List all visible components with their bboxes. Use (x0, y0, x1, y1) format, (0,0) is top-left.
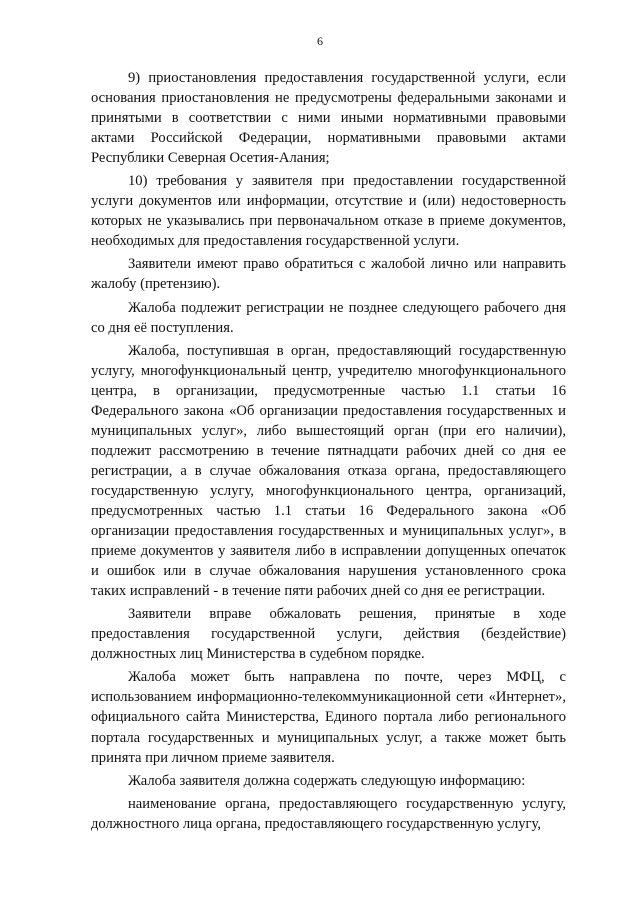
paragraph-complaint-channels: Жалоба может быть направлена по почте, через МФЦ, с использованием информационно-телекоммуникационной сети «Интернет», официального сайта Министерства, Единого портала либо регионального портала государственных и муниципальных услуг, а также может быть принята при личном приеме заявителя. (91, 669, 566, 766)
paragraph-complaint-contents-item: наименование органа, предоставляющего государственную услугу, должностного лица органа, предоставляющего государственную услугу, (91, 795, 566, 832)
paragraph-complaint-contents-intro: Жалоба заявителя должна содержать следующую информацию: (128, 772, 526, 789)
paragraph-complaint-registration: Жалоба подлежит регистрации не позднее следующего рабочего дня со дня её поступления. (91, 299, 566, 336)
paragraph-complaint-review-period: Жалоба, поступившая в орган, предоставляющий государственную услугу, многофункциональный центр, учредителю многофункционального центра, в организации, предусмотренные частью 1.1 статьи 16 Федерального закона «Об организации предоставления государственных и муниципальных услуг», либо вышестоящий орган (при его наличии), подлежит рассмотрению в течение пятнадцати рабочих дней со дня ее регистрации, а в случае обжалования отказа органа, предоставляющего государственную услугу, многофункционального центра, организаций, предусмотренных частью 1.1 статьи 16 Федерального закона «Об организации предоставления государственных и муниципальных услуг», в приеме документов у заявителя либо в исправлении допущенных опечаток и ошибок или в случае обжалования нарушения установленного срока таких исправлений - в течение пяти рабочих дней со дня ее регистрации. (91, 342, 566, 600)
paragraph-judicial-appeal: Заявители вправе обжаловать решения, принятые в ходе предоставления государственной услуги, действия (бездействие) должностных лиц Министерства в судебном порядке. (91, 606, 566, 663)
page-number: 6 (317, 34, 323, 48)
paragraph-document-requirements: 10) требования у заявителя при предоставлении государственной услуги документов или информации, отсутствие и (или) недостоверность которых не указывались при первоначальном отказе в приеме документов, необходимых для предоставления государственной услуги. (91, 173, 566, 250)
paragraph-right-to-complain: Заявители имеют право обратиться с жалобой лично или направить жалобу (претензию). (91, 256, 566, 293)
paragraph-suspension-grounds: 9) приостановления предоставления государственной услуги, если основания приостановления не предусмотрены федеральными законами и принятыми в соответствии с ними иными нормативными правовыми актами Российской Федерации, нормативными правовыми актами Республики Северная Осетия-Алания; (91, 70, 566, 167)
document-body (91, 68, 566, 834)
